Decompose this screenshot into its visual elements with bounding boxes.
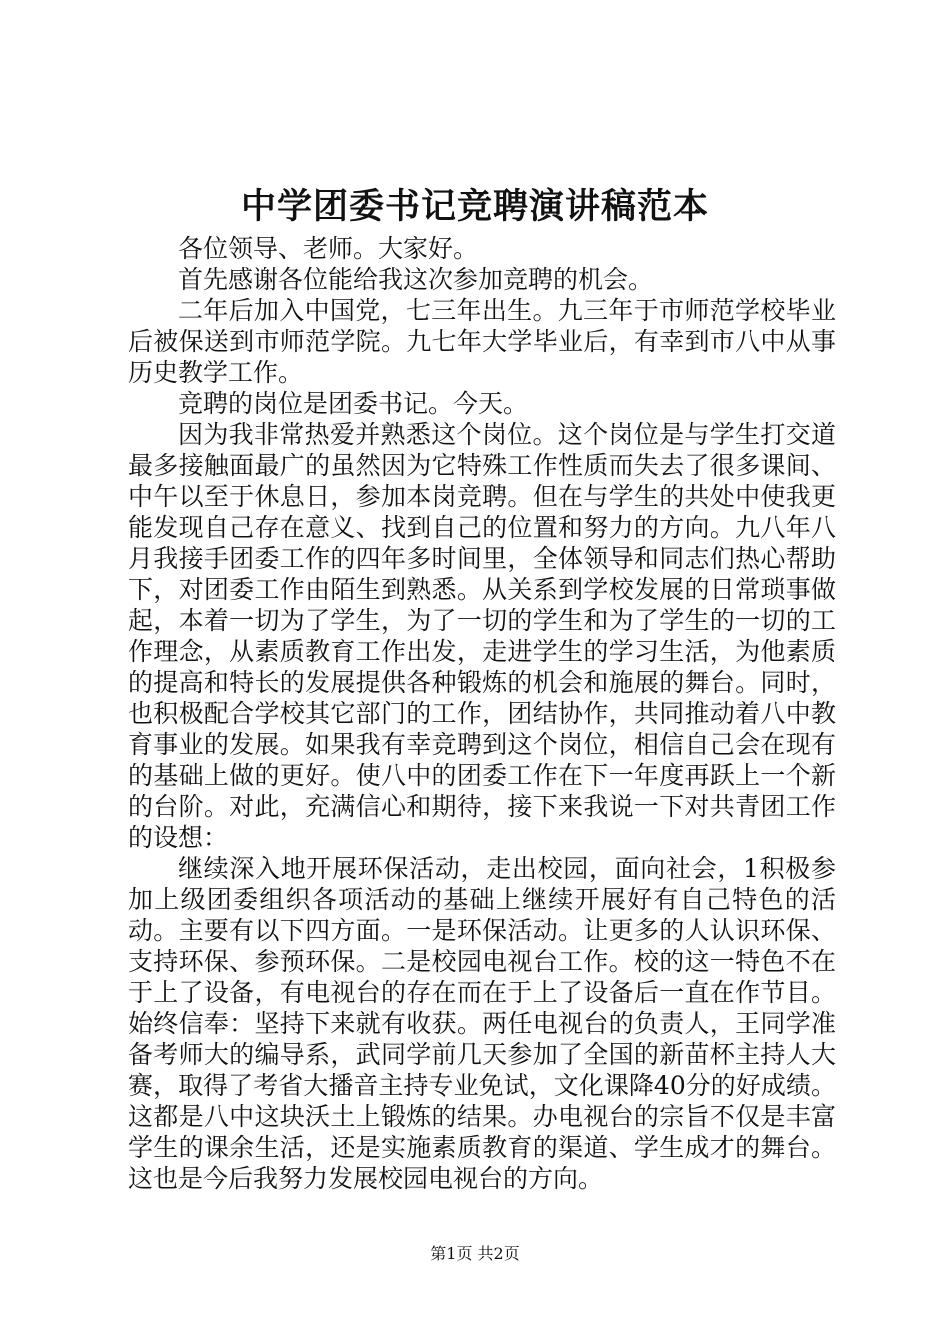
paragraph-background: 二年后加入中国党，七三年出生。九三年于市师范学校毕业后被保送到市师范学院。九七年大学毕业后，有幸到市八中从事历史教学工作。 — [128, 296, 836, 387]
paragraph-motivation: 因为我非常热爱并熟悉这个岗位。这个岗位是与学生打交道最多接触面最广的虽然因为它特殊工作性质而失去了很多课间、中午以至于休息日，参加本岗竞聘。但在与学生的共处中使我更能发现自己存在意义、找到自己的位置和努力的方向。九八年八月我接手团委工作的四年多时间里，全体领导和同志们热心帮助下，对团委工作由陌生到熟悉。从关系到学校发展的日常琐事做起，本着一切为了学生，为了一切的学生和为了学生的一切的工作理念，从素质教育工作出发，走进学生的学习生活，为他素质的提高和特长的发展提供各种锻炼的机会和施展的舞台。同时，也积极配合学校其它部门的工作，团结协作，共同推动着八中教育事业的发展。如果我有幸竞聘到这个岗位，相信自己会在现有的基础上做的更好。使八中的团委工作在下一年度再跃上一个新的台阶。对此，充满信心和期待，接下来我说一下对共青团工作的设想： — [128, 420, 836, 852]
paragraph-position: 竞聘的岗位是团委书记。今天。 — [178, 389, 529, 418]
page-footer: 第1页 共2页 — [430, 1244, 520, 1263]
document-title: 中学团委书记竞聘演讲稿范本 — [240, 186, 709, 227]
paragraph-thanks: 首先感谢各位能给我这次参加竞聘的机会。 — [178, 265, 654, 294]
document-body — [128, 233, 836, 1194]
paragraph-plans: 继续深入地开展环保活动，走出校园，面向社会，1积极参加上级团委组织各项活动的基础上继续开展好有自己特色的活动。主要有以下四方面。一是环保活动。让更多的人认识环保、支持环保、参预环保。二是校园电视台工作。校的这一特色不在于上了设备，有电视台的存在而在于上了设备后一直在作节目。始终信奉：坚持下来就有收获。两任电视台的负责人，王同学准备考师大的编导系，武同学前几天参加了全国的新苗杯主持人大赛，取得了考省大播音主持专业免试，文化课降40分的好成绩。这都是八中这块沃土上锻炼的结果。办电视台的宗旨不仅是丰富学生的课余生活，还是实施素质教育的渠道、学生成才的舞台。这也是今后我努力发展校园电视台的方向。 — [128, 854, 836, 1193]
paragraph-greeting: 各位领导、老师。大家好。 — [178, 234, 479, 263]
